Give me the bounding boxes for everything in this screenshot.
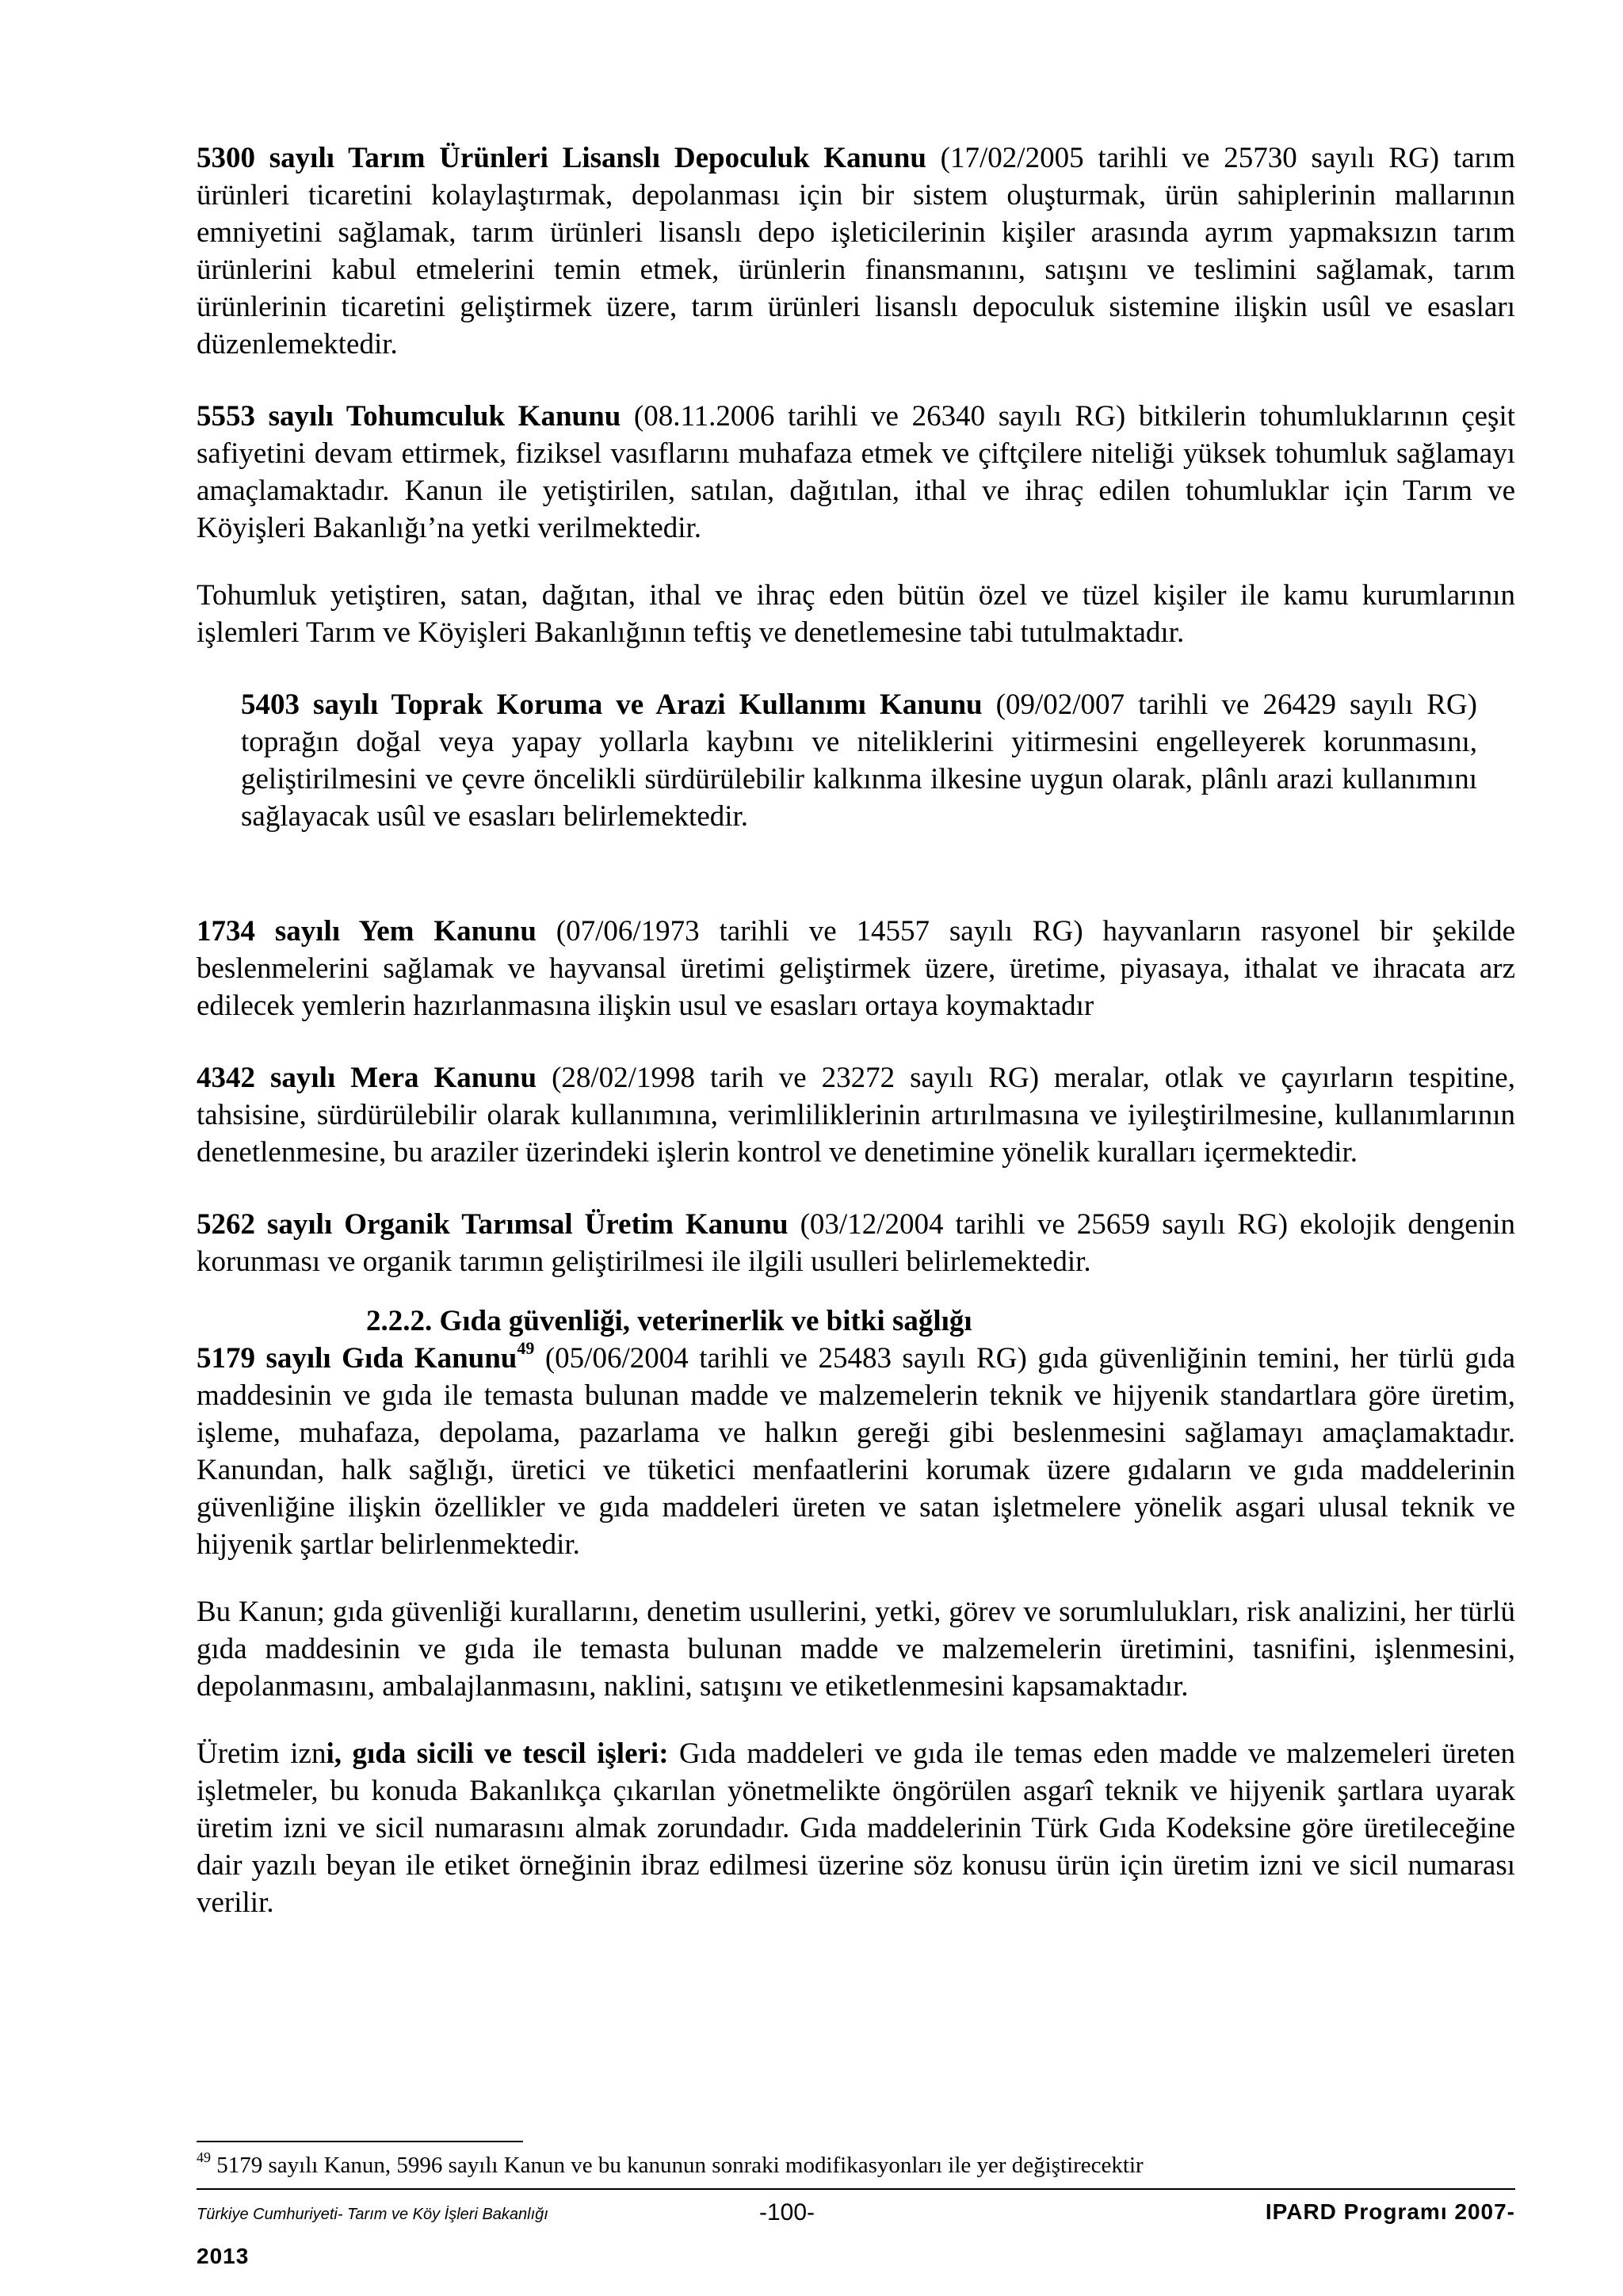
footer-divider <box>197 2188 1515 2190</box>
footnote-divider <box>197 2141 523 2142</box>
paragraph-text: (07/06/1973 tarihli ve 14557 sayılı RG) hayvanların rasyonel bir şekilde beslenmelerini sağlamak ve hayvansal üretimi geliştirmek üzere, üretime, piyasaya, ithalat ve ihracata arz edilecek yemlerin hazırlanmasına ilişkin usul ve esasları ortaya koymaktadır <box>197 915 1515 1022</box>
paragraph-text: Tohumluk yetiştiren, satan, dağıtan, ithal ve ihraç eden bütün özel ve tüzel kişiler ile kamu kurumlarının işlemleri Tarım ve Köyişleri Bakanlığının teftiş ve denetlemesine tabi tutulmaktadır. <box>197 579 1515 649</box>
footnote <box>197 2149 1515 2179</box>
section-heading: 2.2.2. Gıda güvenliği, veterinerlik ve bitki sağlığı <box>366 1305 972 1337</box>
paragraph-toprak-koruma <box>241 686 1477 835</box>
paragraph-mera <box>197 1059 1515 1171</box>
paragraph-text: (05/06/2004 tarihli ve 25483 sayılı RG) gıda güvenliğinin temini, her türlü gıda maddesinin ve gıda ile temasta bulunan madde ve malzemelerin teknik ve hijyenik standartlara göre üretim, işleme, muhafaza, depolama, pazarlama ve halkın gereği gibi beslenmesini sağlamayı amaçlamaktadır. Kanundan, halk sağlığı, üretici ve tüketici menfaatlerini korumak üzere gıdaların ve gıda maddelerinin güvenliğine ilişkin özellikler ve gıda maddeleri üreten ve satan işletmelere yönelik asgari ulusal teknik ve hijyenik şartlar belirlenmektedir. <box>197 1342 1515 1561</box>
paragraph-uretim-izni <box>197 1735 1515 1921</box>
law-title: 5403 sayılı Toprak Koruma ve Arazi Kullanımı Kanunu <box>241 688 983 721</box>
paragraph-text: (17/02/2005 tarihli ve 25730 sayılı RG) tarım ürünleri ticaretini kolaylaştırmak, depolanması için bir sistem oluşturmak, ürün sahiplerinin mallarının emniyetini sağlamak, tarım ürünleri lisanslı depo işleticilerinin kişiler arasında ayrım yapmaksızın tarım ürünlerini kabul etmelerini temin etmek, ürünlerin finansmanını, satışını ve teslimini sağlamak, tarım ürünlerinin ticaretini geliştirmek üzere, tarım ürünleri lisanslı depoculuk sistemine ilişkin usûl ve esasları düzenlemektedir. <box>197 142 1515 360</box>
paragraph-tohumculuk <box>197 398 1515 547</box>
paragraph-bu-kanun <box>197 1593 1515 1705</box>
subsection-title: i, gıda sicili ve tescil işleri: <box>326 1737 669 1770</box>
footer-year: 2013 <box>197 2244 250 2268</box>
paragraph-text: (03/12/2004 tarihli ve 25659 sayılı RG) ekolojik dengenin korunması ve organik tarımın geliştirilmesi ile ilgili usulleri belirlemektedir. <box>197 1208 1515 1278</box>
paragraph-prefix: Üretim izn <box>197 1737 327 1770</box>
paragraph-lisansli-depoculuk <box>197 139 1515 363</box>
paragraph-text: (09/02/007 tarihli ve 26429 sayılı RG) toprağın doğal veya yapay yollarla kaybını ve niteliklerini yitirmesini engelleyerek korunmasını, geliştirilmesini ve çevre öncelikli sürdürülebilir kalkınma ilkesine uygun olarak, plânlı arazi kullanımını sağlayacak usûl ve esasları belirlemektedir. <box>241 688 1477 833</box>
law-title: 5179 sayılı Gıda Kanunu$^{49}$ <box>197 1337 535 1375</box>
paragraph-gida-kanunu <box>197 1337 1515 1563</box>
law-title: 4342 sayılı Mera Kanunu <box>197 1062 537 1094</box>
paragraph-text: Gıda maddeleri ve gıda ile temas eden madde ve malzemeleri üreten işletmeler, bu konuda Bakanlıkça çıkarılan yönetmelikte öngörülen asgarî teknik ve hijyenik şartlara uyarak üretim izni ve sicil numarasını almak zorundadır. Gıda maddelerinin Türk Gıda Kodeksine göre üretileceğine dair yazılı beyan ile etiket örneğinin ibraz edilmesi üzerine söz konusu ürün için üretim izni ve sicil numarası verilir. <box>197 1737 1516 1919</box>
paragraph-organik <box>197 1206 1515 1280</box>
page-footer <box>197 2199 1515 2231</box>
law-title: 5262 sayılı Organik Tarımsal Üretim Kanunu <box>197 1208 789 1241</box>
page-number: -100- <box>759 2199 815 2225</box>
paragraph-yem <box>197 913 1515 1024</box>
paragraph-text: (28/02/1998 tarih ve 23272 sayılı RG) meralar, otlak ve çayırların tespitine, tahsisine, sürdürülebilir olarak kullanımına, verimliliklerinin artırılmasına ve iyileştirilmesine, kullanımlarının denetlenmesine, bu araziler üzerindeki işlerin kontrol ve denetimine yönelik kuralları içermektedir. <box>197 1062 1515 1169</box>
paragraph-text: Bu Kanun; gıda güvenliği kurallarını, denetim usullerini, yetki, görev ve sorumlulukları, risk analizini, her türlü gıda maddesinin ve gıda ile temasta bulunan madde ve malzemelerin üretimini, tasnifini, işlenmesini, depolanmasını, ambalajlanmasını, naklini, satışını ve etiketlenmesini kapsamaktadır. <box>197 1596 1515 1703</box>
footnote-number: 49 <box>197 2149 211 2166</box>
document-body <box>197 139 1515 1921</box>
footer-program: IPARD Programı 2007- <box>1265 2199 1515 2224</box>
footer-ministry: Türkiye Cumhuriyeti- Tarım ve Köy İşleri Bakanlığı <box>197 2206 548 2223</box>
law-title: 5300 sayılı Tarım Ürünleri Lisanslı Depoculuk Kanunu <box>197 142 926 174</box>
paragraph-text: (08.11.2006 tarihli ve 26340 sayılı RG) bitkilerin tohumluklarının çeşit safiyetini devam ettirmek, fiziksel vasıflarını muhafaza etmek ve çiftçilere niteliği yüksek tohumluk sağlamayı amaçlamaktadır. Kanun ile yetiştirilen, satılan, dağıtılan, ithal ve ihraç edilen tohumluklar için Tarım ve Köyişleri Bakanlığı’na yetki verilmektedir. <box>197 400 1516 544</box>
paragraph-tohumluk-denetim <box>197 577 1515 651</box>
footnote-ref[interactable]: 49 <box>517 1337 535 1358</box>
law-title: 1734 sayılı Yem Kanunu <box>197 915 537 948</box>
law-title: 5553 sayılı Tohumculuk Kanunu <box>197 400 621 433</box>
footnote-text: 5179 sayılı Kanun, 5996 sayılı Kanun ve bu kanunun sonraki modifikasyonları ile yer değiştirecektir <box>211 2153 1144 2178</box>
